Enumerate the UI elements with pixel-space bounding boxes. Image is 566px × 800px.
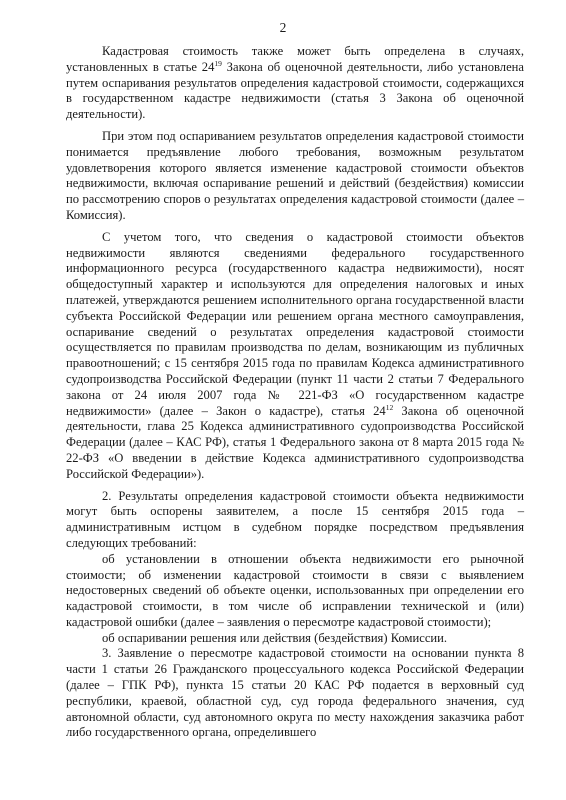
- superscript: 19: [214, 58, 222, 68]
- superscript: 12: [385, 402, 394, 412]
- paragraph-requirement-market-value: об установлении в отношении объекта недвижимости его рыночной стоимости; об изменении кадастровой стоимости в связи с выявлением недостоверных сведений об объекте оценки, использованных при определении его кадастровой стоимости, в том числе об исправлении технической и (или) кадастровой ошибки (далее – заявления о пересмотре кадастровой стоимости);: [66, 551, 524, 629]
- paragraph-cadastral-value-cases: Кадастровая стоимость также может быть определена в случаях, установленных в статье $24^{19}$ Закона об оценочной деятельности, либо установлена путем оспаривания результатов определения кадастровой стоимости, содержащихся в государственном кадастре недвижимости (статья 3 Закона об оценочной деятельности).: [66, 44, 524, 122]
- paragraph-item-3: 3. Заявление о пересмотре кадастровой стоимости на основании пункта 8 части 1 статьи 26 Гражданского процессуального кодекса Российской Федерации (далее – ГПК РФ), пункта 15 статьи 20 КАС РФ подается в верховный суд республики, краевой, областной суд, суд города федерального значения, суд автономной области, суд автономного округа по месту нахождения заказчика работ либо государственного органа, определившего: [66, 646, 524, 740]
- paragraph-contesting-definition: При этом под оспариванием результатов определения кадастровой стоимости понимается предъявление любого требования, возможным результатом удовлетворения которого является изменение кадастровой стоимости объектов недвижимости, включая оспаривание решений и действий (бездействия) комиссии по рассмотрению споров о результатах определения кадастровой стоимости (далее – Комиссия).: [66, 128, 524, 222]
- paragraph-item-2: 2. Результаты определения кадастровой стоимости объекта недвижимости могут быть оспорены заявителем, а после 15 сентября 2015 года – административным истцом в судебном порядке посредством предъявления следующих требований:: [66, 488, 524, 550]
- page-number: 2: [279, 20, 287, 35]
- paragraph-requirement-commission: об оспаривании решения или действия (бездействия) Комиссии.: [102, 630, 448, 645]
- document-body: [66, 44, 524, 741]
- paragraph-public-legal-relations: С учетом того, что сведения о кадастровой стоимости объектов недвижимости являются сведениями федерального государственного информационного ресурса (государственного кадастра недвижимости), носят общедоступный характер и используются для определения налоговых и иных платежей, утверждаются решением исполнительного органа государственной власти субъекта Российской Федерации или решением органа местного самоуправления, оспаривание сведений о результатах определения кадастровой стоимости осуществляется по правилам производства по делам, возникающим из публичных правоотношений; с 15 сентября 2015 года по правилам Кодекса административного судопроизводства Российской Федерации (пункт 11 части 2 статьи 7 Федерального закона от 24 июля 2007 года № 221-ФЗ «О государственном кадастре недвижимости» (далее – Закон о кадастре), статья $24^{12}$ Закона об оценочной деятельности, глава 25 Кодекса административного судопроизводства Российской Федерации (далее – КАС РФ), статья 1 Федерального закона от 8 марта 2015 года № 22-ФЗ «О введении в действие Кодекса административного судопроизводства Российской Федерации»).: [66, 229, 524, 481]
